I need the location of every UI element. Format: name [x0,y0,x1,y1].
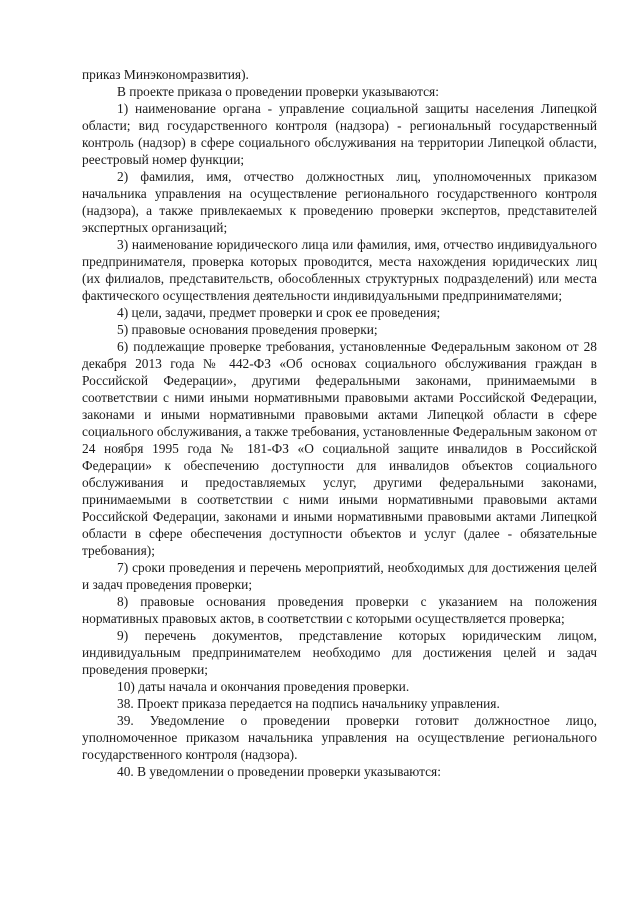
list-item: 4) цели, задачи, предмет проверки и срок ее проведения; [117,305,441,320]
list-item: 8) правовые основания проведения проверки с указанием на положения нормативных правовых актов, в соответствии с которыми осуществляется проверка; [82,594,597,626]
paragraph: В проекте приказа о проведении проверки указываются: [117,84,439,99]
list-item: 6) подлежащие проверке требования, установленные Федеральным законом от 28 декабря 2013 года № 442-ФЗ «Об основах социального обслуживания граждан в Российской Федерации», другими федеральными законами, принимаемыми в соответствии с ними иными нормативными правовыми актами Российской Федерации, законами и иными нормативными правовыми актами Липецкой области в сфере социального обслуживания, а также требования, установленные Федеральным законом от 24 ноября 1995 года № 181-ФЗ «О социальной защите инвалидов в Российской Федерации» к обеспечению доступности для инвалидов объектов социального обслуживания и предоставляемых услуг, другими федеральными законами, принимаемыми в соответствии с ними иными нормативными правовыми актами Российской Федерации, законами и иными нормативными правовыми актами Липецкой области в сфере обеспечения доступности объектов и услуг (далее - обязательные требования); [82,339,597,558]
clause-paragraph: 39. Уведомление о проведении проверки готовит должностное лицо, уполномоченное приказом начальника управления на осуществление регионального государственного контроля (надзора). [82,713,597,762]
list-item: 9) перечень документов, представление которых юридическим лицом, индивидуальным предпринимателем необходимо для достижения целей и задач проведения проверки; [82,628,597,677]
list-item: 2) фамилия, имя, отчество должностных лиц, уполномоченных приказом начальника управления на осуществление регионального государственного контроля (надзора), а также привлекаемых к проведению проверки экспертов, представителей экспертных организаций; [82,169,597,235]
list-item: 7) сроки проведения и перечень мероприятий, необходимых для достижения целей и задач проведения проверки; [82,560,597,592]
document-body [82,66,597,780]
list-item: 3) наименование юридического лица или фамилия, имя, отчество индивидуального предпринимателя, проверка которых проводится, места нахождения юридических лиц (их филиалов, представительств, обособленных структурных подразделений) или места фактического осуществления деятельности индивидуальными предпринимателями; [82,237,597,303]
list-item: 5) правовые основания проведения проверки; [117,322,378,337]
list-item: 10) даты начала и окончания проведения проверки. [117,679,410,694]
list-item: 1) наименование органа - управление социальной защиты населения Липецкой области; вид государственного контроля (надзора) - региональный государственный контроль (надзор) в сфере социального обслуживания на территории Липецкой области, реестровый номер функции; [82,101,597,167]
clause-paragraph: 38. Проект приказа передается на подпись начальнику управления. [117,696,500,711]
clause-paragraph: 40. В уведомлении о проведении проверки указываются: [117,764,441,779]
paragraph: приказ Минэкономразвития). [82,67,249,82]
